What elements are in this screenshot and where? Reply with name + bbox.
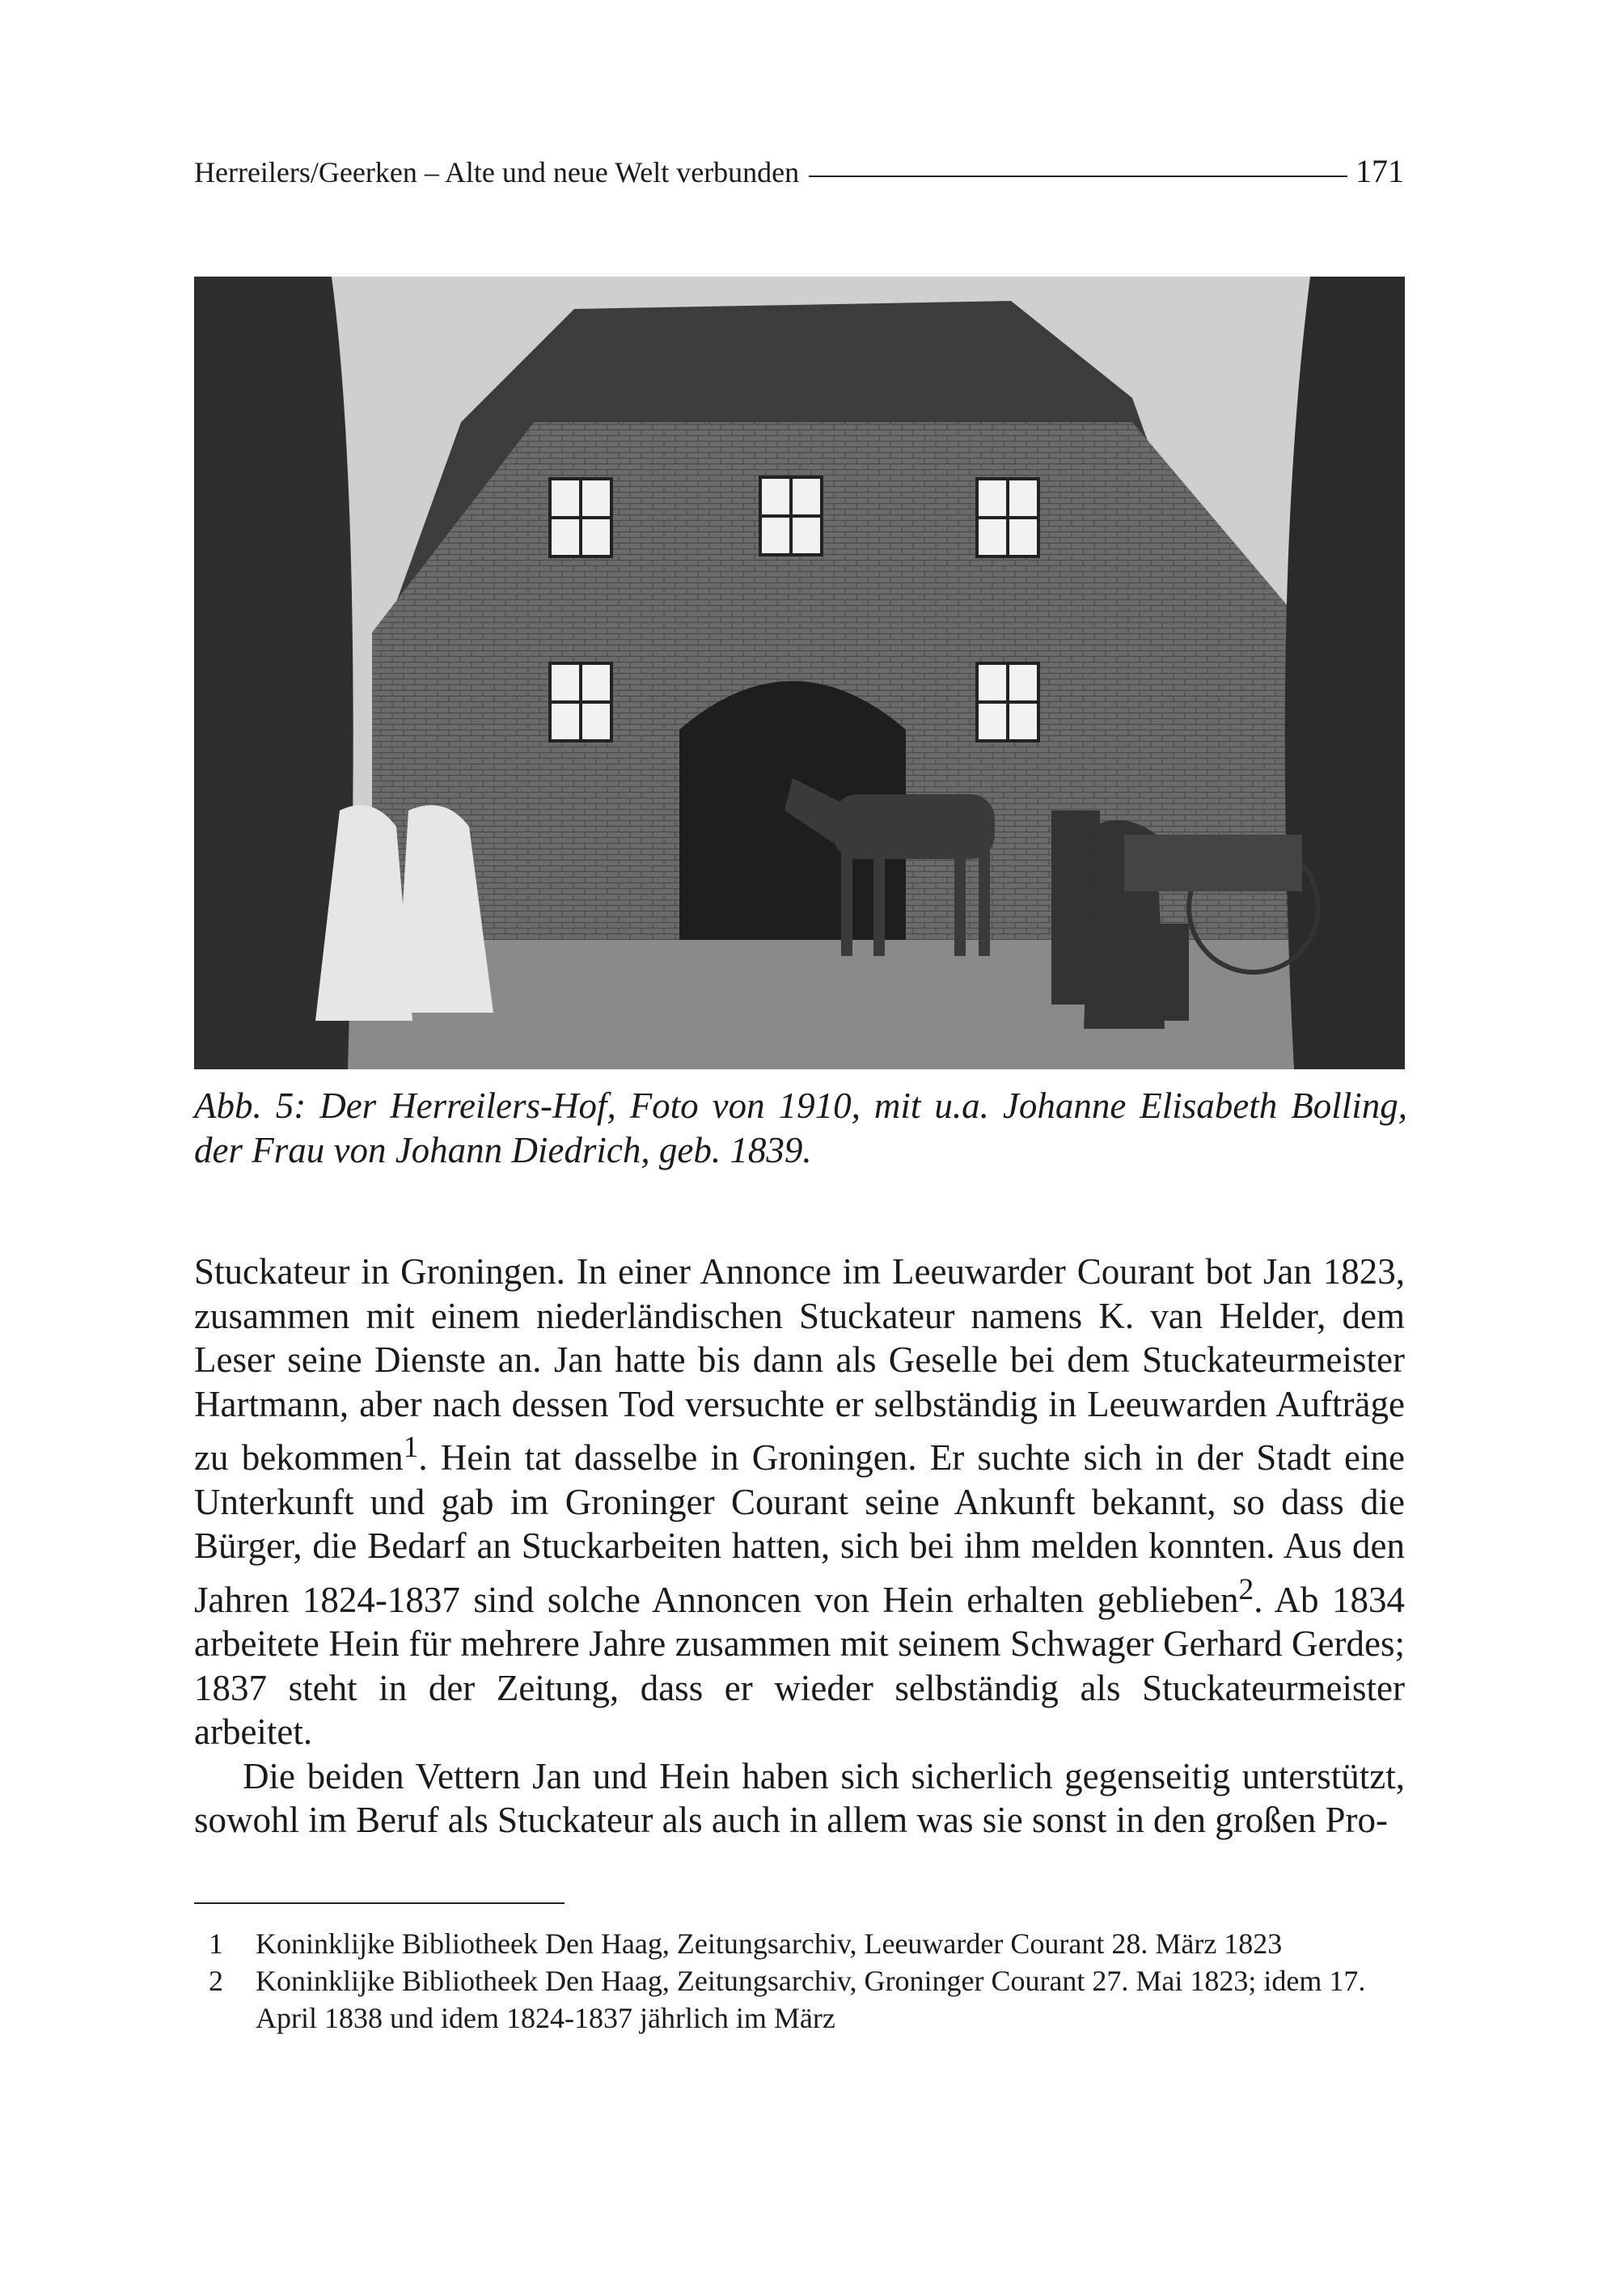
footnote-text: Koninklijke Bibliotheek Den Haag, Zeitungsarchiv, Leeuwarder Courant 28. März 1823 bbox=[256, 1927, 1283, 1960]
footnote-number: 1 bbox=[209, 1927, 223, 1960]
paragraph: Die beiden Vettern Jan und Hein haben sich sicherlich gegenseitig unterstützt, sowohl im Beruf als Stuckateur als auch in allem was sie sonst in den großen Pro- bbox=[194, 1755, 1405, 1840]
paragraph-text: . Hein tat dasselbe in Groningen. Er suchte sich in der Stadt eine Unterkunft und gab im Groninger Courant seine Ankunft bekannt, so dass die Bürger, die Bedarf an Stuckarbeiten hatten, sich bei ihm melden konnten. Aus den Jahren 1824-1837 sind solche Annoncen von Hein erhalten geblieben bbox=[194, 1437, 1405, 1620]
footnotes bbox=[194, 1925, 1405, 2037]
footnote-text: Koninklijke Bibliotheek Den Haag, Zeitungsarchiv, Groninger Courant 27. Mai 1823; idem 17. April 1838 und idem 1824-1837 jährlich im März bbox=[256, 1965, 1366, 2034]
farmhouse-photo bbox=[194, 277, 1405, 1069]
page-number: 171 bbox=[1355, 153, 1404, 189]
running-title: Herreilers/Geerken – Alte und neue Welt verbunden bbox=[194, 156, 800, 188]
footnote-number: 2 bbox=[209, 1965, 223, 1997]
footnote-ref: 2 bbox=[1238, 1572, 1254, 1606]
farmhouse-photo-illustration bbox=[194, 277, 1405, 1069]
paragraph-text: . Ab 1834 arbeitete Hein für mehrere Jahre zusammen mit seinem Schwager Gerhard Gerdes; 1837 steht in der Zeitung, dass er wieder selbständig als Stuckateurmeister arbeitet. bbox=[194, 1579, 1405, 1752]
footnote bbox=[194, 1925, 1405, 1962]
header-rule bbox=[809, 176, 1347, 177]
running-header bbox=[194, 152, 1404, 190]
figure-caption: Abb. 5: Der Herreilers-Hof, Foto von 1910, mit u.a. Johanne Elisabeth Bolling, der Frau von Johann Diedrich, geb. 1839. bbox=[194, 1085, 1407, 1170]
paragraph bbox=[194, 1250, 1405, 1754]
footnote-ref: 1 bbox=[403, 1431, 419, 1464]
paragraph-text: Stuckateur in Groningen. In einer Annonce im Leeuwarder Courant bot Jan 1823, zusammen mit einem niederländischen Stuckateur namens K. van Helder, dem Leser seine Dienste an. Jan hatte bis dann als Geselle bei dem Stuckateurmeister Hartmann, aber nach dessen Tod versuchte er selbständig in Leeuwarden Aufträge zu bekommen bbox=[194, 1251, 1405, 1478]
footnote bbox=[194, 1962, 1405, 2037]
body-text bbox=[194, 1250, 1405, 1843]
footnote-rule bbox=[194, 1902, 565, 1904]
